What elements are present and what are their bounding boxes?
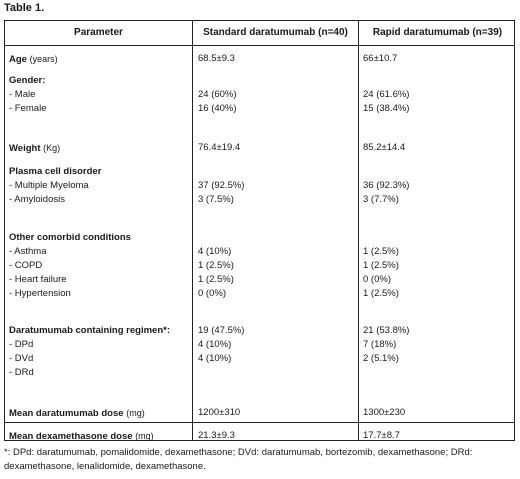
- cell-standard-dvd: 4 (10%): [198, 353, 232, 364]
- cell-rapid-daratumumab-dose: 1300±230: [363, 407, 406, 418]
- row-label-plasma-cell-disorder: Plasma cell disorder: [9, 166, 102, 177]
- row-label-comorbid-conditions: Other comorbid conditions: [9, 232, 131, 243]
- table-title: Table 1.: [4, 2, 45, 14]
- row-label-dexamethasone-dose: Mean dexamethasone dose (mg): [9, 431, 154, 442]
- header-divider: [5, 45, 514, 46]
- cell-standard-regimen: 19 (47.5%): [198, 325, 245, 336]
- cell-rapid-regimen: 21 (53.8%): [363, 325, 410, 336]
- cell-standard-multiple-myeloma: 37 (92.5%): [198, 180, 245, 191]
- row-label-age: Age (years): [9, 54, 58, 65]
- row-label-daratumumab-dose: Mean daratumumab dose (mg): [9, 408, 145, 419]
- cell-rapid-male: 24 (61.6%): [363, 89, 410, 100]
- baseline-table: [4, 20, 515, 441]
- cell-standard-copd: 1 (2.5%): [198, 260, 234, 271]
- cell-rapid-amyloidosis: 3 (7.7%): [363, 194, 399, 205]
- row-label-dvd: - DVd: [9, 353, 34, 364]
- row-label-asthma: - Asthma: [9, 246, 47, 257]
- row-label-hypertension: - Hypertension: [9, 288, 71, 299]
- cell-rapid-multiple-myeloma: 36 (92.3%): [363, 180, 410, 191]
- header-rapid: Rapid daratumumab (n=39): [372, 27, 503, 38]
- row-label-weight: Weight (Kg): [9, 143, 61, 154]
- cell-standard-male: 24 (60%): [198, 89, 237, 100]
- cell-standard-weight: 76.4±19.4: [198, 142, 241, 153]
- header-standard: Standard daratumumab (n=40): [203, 27, 348, 38]
- cell-rapid-dpd: 7 (18%): [363, 339, 397, 350]
- cell-standard-heart-failure: 1 (2.5%): [198, 274, 234, 285]
- cell-standard-age: 68.5±9.3: [198, 53, 235, 64]
- row-label-heart-failure: - Heart failure: [9, 274, 67, 285]
- row-label-amyloidosis: - Amyloidosis: [9, 194, 65, 205]
- row-divider: [5, 422, 514, 423]
- row-label-female: - Female: [9, 103, 47, 114]
- row-label-multiple-myeloma: - Multiple Myeloma: [9, 180, 89, 191]
- cell-standard-female: 16 (40%): [198, 103, 237, 114]
- cell-rapid-dvd: 2 (5.1%): [363, 353, 399, 364]
- cell-standard-daratumumab-dose: 1200±310: [198, 407, 241, 418]
- cell-rapid-weight: 85.2±14.4: [363, 142, 406, 153]
- column-divider: [358, 21, 359, 440]
- row-label-dpd: - DPd: [9, 339, 34, 350]
- row-label-gender: Gender:: [9, 75, 46, 86]
- cell-rapid-asthma: 1 (2.5%): [363, 246, 399, 257]
- cell-standard-dpd: 4 (10%): [198, 339, 232, 350]
- cell-rapid-age: 66±10.7: [363, 53, 398, 64]
- cell-standard-amyloidosis: 3 (7.5%): [198, 194, 234, 205]
- row-label-drd: - DRd: [9, 367, 34, 378]
- header-parameter: Parameter: [74, 27, 123, 38]
- column-divider: [192, 21, 193, 440]
- row-label-regimen: Daratumumab containing regimen*:: [9, 325, 170, 336]
- row-label-copd: - COPD: [9, 260, 43, 271]
- cell-rapid-dexamethasone-dose: 17.7±8.7: [363, 430, 400, 441]
- cell-rapid-female: 15 (38.4%): [363, 103, 410, 114]
- cell-rapid-heart-failure: 0 (0%): [363, 274, 391, 285]
- cell-standard-asthma: 4 (10%): [198, 246, 232, 257]
- cell-standard-dexamethasone-dose: 21.3±9.3: [198, 430, 235, 441]
- row-label-male: - Male: [9, 89, 36, 100]
- cell-rapid-copd: 1 (2.5%): [363, 260, 399, 271]
- cell-rapid-hypertension: 1 (2.5%): [363, 288, 399, 299]
- cell-standard-hypertension: 0 (0%): [198, 288, 226, 299]
- table-footnote: *: DPd: daratumumab, pomalidomide, dexamethasone; DVd: daratumumab, bortezomib, dexamethasone; DRd: dexamethasone, lenalidomide, dexamethasone.: [4, 447, 473, 472]
